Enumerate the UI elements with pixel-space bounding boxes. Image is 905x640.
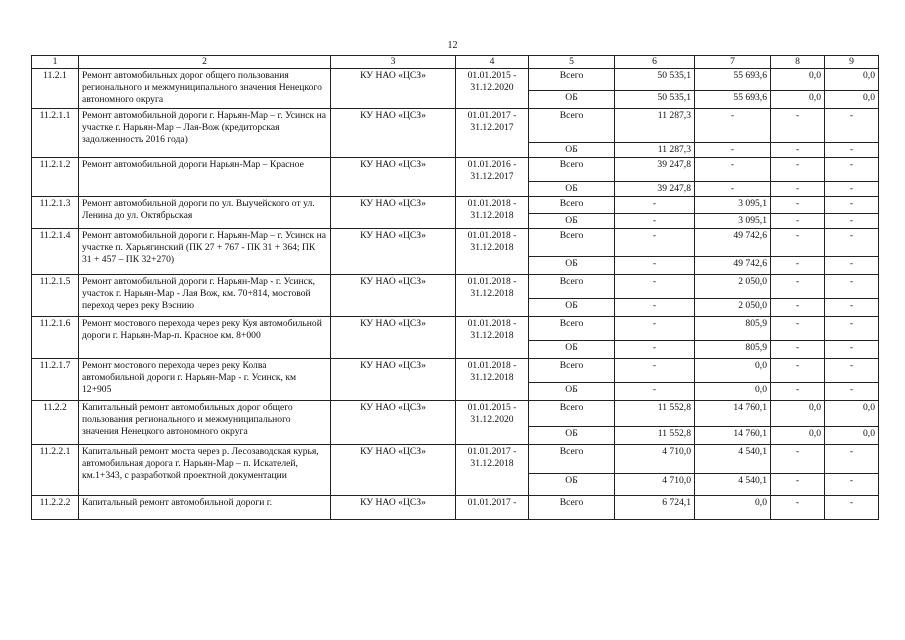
value-8: 0,0 bbox=[771, 401, 825, 427]
value-6: - bbox=[615, 317, 695, 341]
item-executor: КУ НАО «ЦСЗ» bbox=[331, 445, 456, 496]
value-7: 14 760,1 bbox=[695, 427, 771, 445]
item-code: 11.2.1.4 bbox=[32, 229, 79, 275]
table-row bbox=[32, 445, 879, 474]
item-code: 11.2.1.3 bbox=[32, 197, 79, 229]
funding-source: Всего bbox=[529, 359, 615, 383]
funding-source: Всего bbox=[529, 496, 615, 520]
value-7: 49 742,6 bbox=[695, 229, 771, 257]
funding-source: Всего bbox=[529, 317, 615, 341]
value-8: - bbox=[771, 197, 825, 214]
table-row bbox=[32, 317, 879, 341]
funding-source: ОБ bbox=[529, 299, 615, 317]
column-header-1: 1 bbox=[32, 56, 79, 69]
value-6: - bbox=[615, 359, 695, 383]
value-8: - bbox=[771, 109, 825, 143]
item-name: Ремонт автомобильной дороги г. Нарьян-Мар - г. Усинск, участок г. Нарьян-Мар - Лая Вож, км. 70+814, мостовой переход через реку Вэснию bbox=[79, 275, 331, 317]
value-7: 2 050,0 bbox=[695, 275, 771, 299]
value-7: 55 693,6 bbox=[695, 69, 771, 91]
value-6: 4 710,0 bbox=[615, 445, 695, 474]
value-7: 3 095,1 bbox=[695, 197, 771, 214]
funding-source: Всего bbox=[529, 109, 615, 143]
value-7: - bbox=[695, 143, 771, 158]
value-8: 0,0 bbox=[771, 427, 825, 445]
item-period: 01.01.2018 - 31.12.2018 bbox=[456, 359, 529, 401]
funding-source: Всего bbox=[529, 197, 615, 214]
funding-source: ОБ bbox=[529, 341, 615, 359]
value-6: - bbox=[615, 214, 695, 229]
value-9: - bbox=[825, 317, 879, 341]
table-row bbox=[32, 109, 879, 143]
value-9: - bbox=[825, 275, 879, 299]
value-7: - bbox=[695, 109, 771, 143]
item-period: 01.01.2017 - bbox=[456, 496, 529, 520]
value-8: - bbox=[771, 257, 825, 275]
value-8: - bbox=[771, 359, 825, 383]
value-7: 0,0 bbox=[695, 359, 771, 383]
item-name: Ремонт мостового перехода через реку Колва автомобильной дороги г. Нарьян-Мар - г. Усинск, км 12+905 bbox=[79, 359, 331, 401]
item-code: 11.2.2.1 bbox=[32, 445, 79, 496]
value-7: 14 760,1 bbox=[695, 401, 771, 427]
value-8: - bbox=[771, 299, 825, 317]
table-row bbox=[32, 401, 879, 427]
item-name: Ремонт автомобильной дороги г. Нарьян-Мар – г. Усинск на участке п. Харьягинский (ПК 27 + 767 - ПК 31 + 364; ПК 31 + 457 – ПК 32+270) bbox=[79, 229, 331, 275]
value-9: 0,0 bbox=[825, 427, 879, 445]
column-header-5: 5 bbox=[529, 56, 615, 69]
table-header bbox=[32, 56, 879, 69]
table-body bbox=[32, 69, 879, 520]
value-9: - bbox=[825, 257, 879, 275]
value-9: - bbox=[825, 109, 879, 143]
column-header-7: 7 bbox=[695, 56, 771, 69]
item-executor: КУ НАО «ЦСЗ» bbox=[331, 69, 456, 109]
table-row bbox=[32, 158, 879, 182]
funding-source: ОБ bbox=[529, 214, 615, 229]
column-header-2: 2 bbox=[79, 56, 331, 69]
value-7: 0,0 bbox=[695, 383, 771, 401]
item-name: Ремонт автомобильной дороги г. Нарьян-Мар – г. Усинск на участке г. Нарьян-Мар – Лая-Вож (кредиторская задолженность 2016 года) bbox=[79, 109, 331, 158]
value-9: 0,0 bbox=[825, 69, 879, 91]
program-table bbox=[31, 55, 879, 520]
value-7: 49 742,6 bbox=[695, 257, 771, 275]
value-7: 805,9 bbox=[695, 341, 771, 359]
value-6: 11 287,3 bbox=[615, 109, 695, 143]
value-9: - bbox=[825, 496, 879, 520]
value-9: - bbox=[825, 299, 879, 317]
value-8: 0,0 bbox=[771, 91, 825, 109]
item-period: 01.01.2017 - 31.12.2018 bbox=[456, 445, 529, 496]
value-8: - bbox=[771, 445, 825, 474]
item-name: Капитальный ремонт автомобильных дорог общего пользования регионального и межмуниципального значения Ненецкого автономного округа bbox=[79, 401, 331, 445]
item-executor: КУ НАО «ЦСЗ» bbox=[331, 197, 456, 229]
value-6: 6 724,1 bbox=[615, 496, 695, 520]
column-header-6: 6 bbox=[615, 56, 695, 69]
value-6: 4 710,0 bbox=[615, 474, 695, 496]
item-executor: КУ НАО «ЦСЗ» bbox=[331, 317, 456, 359]
item-executor: КУ НАО «ЦСЗ» bbox=[331, 229, 456, 275]
item-period: 01.01.2015 - 31.12.2020 bbox=[456, 401, 529, 445]
item-period: 01.01.2016 - 31.12.2017 bbox=[456, 158, 529, 197]
value-6: 11 287,3 bbox=[615, 143, 695, 158]
value-8: - bbox=[771, 143, 825, 158]
value-9: - bbox=[825, 158, 879, 182]
value-8: - bbox=[771, 496, 825, 520]
item-code: 11.2.1.2 bbox=[32, 158, 79, 197]
column-header-4: 4 bbox=[456, 56, 529, 69]
value-7: 2 050,0 bbox=[695, 299, 771, 317]
value-7: 3 095,1 bbox=[695, 214, 771, 229]
value-8: - bbox=[771, 229, 825, 257]
item-code: 11.2.1.7 bbox=[32, 359, 79, 401]
value-8: 0,0 bbox=[771, 69, 825, 91]
value-9: 0,0 bbox=[825, 91, 879, 109]
value-9: - bbox=[825, 229, 879, 257]
item-period: 01.01.2018 - 31.12.2018 bbox=[456, 197, 529, 229]
item-name: Ремонт автомобильных дорог общего пользования регионального и межмуниципального значения Ненецкого автономного округа bbox=[79, 69, 331, 109]
funding-source: ОБ bbox=[529, 91, 615, 109]
funding-source: Всего bbox=[529, 445, 615, 474]
value-7: 55 693,6 bbox=[695, 91, 771, 109]
item-code: 11.2.2 bbox=[32, 401, 79, 445]
column-header-9: 9 bbox=[825, 56, 879, 69]
column-header-3: 3 bbox=[331, 56, 456, 69]
funding-source: Всего bbox=[529, 69, 615, 91]
value-9: - bbox=[825, 474, 879, 496]
value-6: 39 247,8 bbox=[615, 158, 695, 182]
table-row bbox=[32, 496, 879, 520]
value-6: 50 535,1 bbox=[615, 91, 695, 109]
funding-source: Всего bbox=[529, 275, 615, 299]
value-9: - bbox=[825, 197, 879, 214]
value-9: - bbox=[825, 359, 879, 383]
value-8: - bbox=[771, 275, 825, 299]
value-7: 4 540,1 bbox=[695, 445, 771, 474]
item-name: Капитальный ремонт автомобильной дороги г. bbox=[79, 496, 331, 520]
value-7: - bbox=[695, 158, 771, 182]
table-row bbox=[32, 197, 879, 214]
table-row bbox=[32, 275, 879, 299]
item-period: 01.01.2018 - 31.12.2018 bbox=[456, 317, 529, 359]
value-6: 50 535,1 bbox=[615, 69, 695, 91]
item-code: 11.2.1 bbox=[32, 69, 79, 109]
funding-source: Всего bbox=[529, 158, 615, 182]
value-8: - bbox=[771, 317, 825, 341]
value-8: - bbox=[771, 182, 825, 197]
funding-source: ОБ bbox=[529, 182, 615, 197]
value-9: - bbox=[825, 445, 879, 474]
funding-source: ОБ bbox=[529, 143, 615, 158]
value-9: - bbox=[825, 383, 879, 401]
funding-source: ОБ bbox=[529, 383, 615, 401]
item-period: 01.01.2017 - 31.12.2017 bbox=[456, 109, 529, 158]
item-executor: КУ НАО «ЦСЗ» bbox=[331, 109, 456, 158]
value-6: - bbox=[615, 197, 695, 214]
value-6: - bbox=[615, 257, 695, 275]
item-code: 11.2.1.1 bbox=[32, 109, 79, 158]
item-period: 01.01.2018 - 31.12.2018 bbox=[456, 275, 529, 317]
item-executor: КУ НАО «ЦСЗ» bbox=[331, 401, 456, 445]
page-number: 12 bbox=[447, 40, 458, 51]
value-6: 11 552,8 bbox=[615, 427, 695, 445]
item-period: 01.01.2018 - 31.12.2018 bbox=[456, 229, 529, 275]
value-9: 0,0 bbox=[825, 401, 879, 427]
item-executor: КУ НАО «ЦСЗ» bbox=[331, 359, 456, 401]
item-code: 11.2.1.6 bbox=[32, 317, 79, 359]
value-6: - bbox=[615, 383, 695, 401]
value-6: - bbox=[615, 341, 695, 359]
value-9: - bbox=[825, 143, 879, 158]
table-row bbox=[32, 229, 879, 257]
funding-source: ОБ bbox=[529, 257, 615, 275]
value-6: - bbox=[615, 299, 695, 317]
funding-source: Всего bbox=[529, 401, 615, 427]
value-9: - bbox=[825, 182, 879, 197]
value-8: - bbox=[771, 214, 825, 229]
funding-source: ОБ bbox=[529, 427, 615, 445]
column-header-8: 8 bbox=[771, 56, 825, 69]
value-8: - bbox=[771, 383, 825, 401]
value-8: - bbox=[771, 341, 825, 359]
item-name: Ремонт автомобильной дороги Нарьян-Мар – Красное bbox=[79, 158, 331, 197]
value-8: - bbox=[771, 474, 825, 496]
value-9: - bbox=[825, 341, 879, 359]
funding-source: Всего bbox=[529, 229, 615, 257]
value-8: - bbox=[771, 158, 825, 182]
value-6: - bbox=[615, 275, 695, 299]
value-9: - bbox=[825, 214, 879, 229]
item-name: Ремонт мостового перехода через реку Куя автомобильной дороги г. Нарьян-Мар-п. Красное км. 8+000 bbox=[79, 317, 331, 359]
value-7: 0,0 bbox=[695, 496, 771, 520]
table-row bbox=[32, 359, 879, 383]
item-executor: КУ НАО «ЦСЗ» bbox=[331, 158, 456, 197]
value-6: - bbox=[615, 229, 695, 257]
value-7: - bbox=[695, 182, 771, 197]
item-executor: КУ НАО «ЦСЗ» bbox=[331, 275, 456, 317]
value-7: 4 540,1 bbox=[695, 474, 771, 496]
value-7: 805,9 bbox=[695, 317, 771, 341]
item-name: Капитальный ремонт моста через р. Лесозаводская курья, автомобильная дорога г. Нарьян-Мар – п. Искателей, км.1+343, с разработкой проектной документации bbox=[79, 445, 331, 496]
item-code: 11.2.2.2 bbox=[32, 496, 79, 520]
funding-source: ОБ bbox=[529, 474, 615, 496]
value-6: 39 247,8 bbox=[615, 182, 695, 197]
item-code: 11.2.1.5 bbox=[32, 275, 79, 317]
value-6: 11 552,8 bbox=[615, 401, 695, 427]
item-period: 01.01.2015 - 31.12.2020 bbox=[456, 69, 529, 109]
table-row bbox=[32, 69, 879, 91]
item-name: Ремонт автомобильной дороги по ул. Выучейского от ул. Ленина до ул. Октябрьская bbox=[79, 197, 331, 229]
item-executor: КУ НАО «ЦСЗ» bbox=[331, 496, 456, 520]
